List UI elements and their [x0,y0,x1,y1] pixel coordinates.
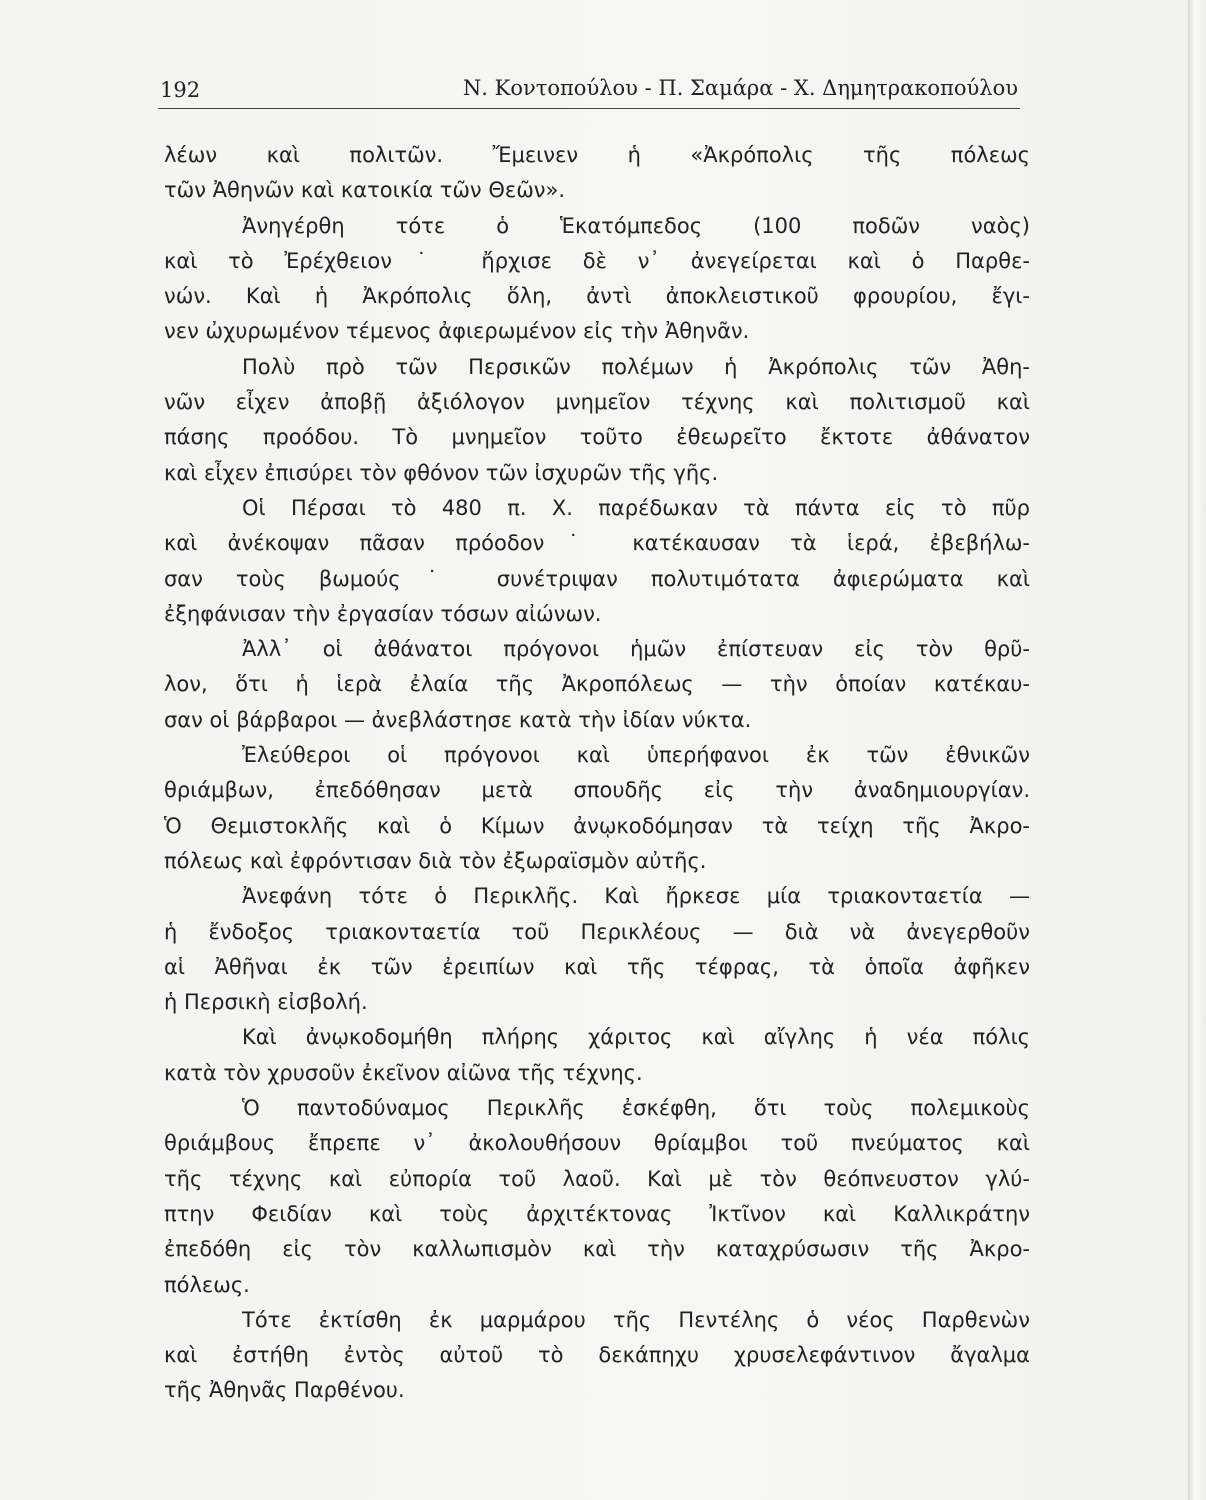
text-line: Ἐλεύθεροι οἱ πρόγονοι καὶ ὑπερήφανοι ἐκ τῶν ἐθνικῶν [242,743,1030,768]
text-line: Ὁ Θεμιστοκλῆς καὶ ὁ Κίμων ἀνῳκοδόμησαν τὰ τείχη τῆς Ἀκρο- [164,813,1030,838]
text-line: ἡ ἔνδοξος τριακονταετία τοῦ Περικλέους — διὰ νὰ ἀνεγερθοῦν [164,919,1030,944]
text-line: θριάμβους ἔπρεπε ν᾽ ἀκολουθήσουν θρίαμβοι τοῦ πνεύματος καὶ [164,1131,1030,1156]
text-line: νῶν εἶχεν ἀποβῇ ἀξιόλογον μνημεῖον τέχνης καὶ πολιτισμοῦ καὶ [164,390,1030,415]
body-text [164,138,1030,1409]
text-line: καὶ τὸ Ἐρέχθειον˙ ἤρχισε δὲ ν᾽ ἀνεγείρεται καὶ ὁ Παρθε- [164,248,1030,273]
text-line: πάσης προόδου. Τὸ μνημεῖον τοῦτο ἐθεωρεῖτο ἔκτοτε ἀθάνατον [164,425,1030,450]
page-number: 192 [160,78,201,102]
text-line: νών. Καὶ ἡ Ἀκρόπολις ὅλη, ἀντὶ ἀποκλειστικοῦ φρουρίου, ἔγι- [164,284,1030,309]
text-line: πόλεως καὶ ἐφρόντισαν διὰ τὸν ἐξωραϊσμὸν αὐτῆς. [164,848,707,873]
text-line: Οἱ Πέρσαι τὸ 480 π. Χ. παρέδωκαν τὰ πάντα εἰς τὸ πῦρ [242,495,1030,520]
text-line: λον, ὅτι ἡ ἱερὰ ἐλαία τῆς Ἀκροπόλεως — τὴν ὁποίαν κατέκαυ- [164,672,1030,697]
page-header [158,70,1020,109]
text-line: αἱ Ἀθῆναι ἐκ τῶν ἐρειπίων καὶ τῆς τέφρας, τὰ ὁποῖα ἀφῆκεν [164,954,1030,979]
text-line: τῶν Ἀθηνῶν καὶ κατοικία τῶν Θεῶν». [164,178,566,203]
text-line: ἐπεδόθη εἰς τὸν καλλωπισμὸν καὶ τὴν καταχρύσωσιν τῆς Ἀκρο- [164,1237,1030,1262]
text-line: Πολὺ πρὸ τῶν Περσικῶν πολέμων ἡ Ἀκρόπολις τῶν Ἀθη- [242,354,1030,379]
text-line: σαν οἱ βάρβαροι — ἀνεβλάστησε κατὰ τὴν ἰδίαν νύκτα. [164,707,752,732]
text-line: κατὰ τὸν χρυσοῦν ἐκεῖνον αἰῶνα τῆς τέχνης. [164,1060,643,1085]
text-line: καὶ ἀνέκοψαν πᾶσαν πρόοδον˙ κατέκαυσαν τὰ ἱερά, ἐβεβήλω- [164,531,1030,556]
text-line: καὶ ἐστήθη ἐντὸς αὐτοῦ τὸ δεκάπηχυ χρυσελεφάντινον ἄγαλμα [164,1343,1030,1368]
text-line: Ὁ παντοδύναμος Περικλῆς ἐσκέφθη, ὅτι τοὺς πολεμικοὺς [242,1096,1030,1121]
text-line: τῆς τέχνης καὶ εὐπορία τοῦ λαοῦ. Καὶ μὲ τὸν θεόπνευστον γλύ- [164,1166,1030,1191]
text-line: Καὶ ἀνῳκοδομήθη πλήρης χάριτος καὶ αἴγλης ἡ νέα πόλις [242,1025,1030,1050]
text-line: Ἀλλ᾽ οἱ ἀθάνατοι πρόγονοι ἡμῶν ἐπίστευαν εἰς τὸν θρῦ- [242,637,1030,662]
text-line: Ἀνεφάνη τότε ὁ Περικλῆς. Καὶ ἤρκεσε μία τριακονταετία — [242,884,1030,909]
text-line: πόλεως. [164,1272,250,1297]
running-head: Ν. Κοντοπούλου - Π. Σαμάρα - Χ. Δημητρακοπούλου [462,76,1018,100]
text-line: τῆς Ἀθηνᾶς Παρθένου. [164,1378,405,1403]
text-line: λέων καὶ πολιτῶν. Ἔμεινεν ἡ «Ἀκρόπολις τῆς πόλεως [164,143,1030,167]
text-line: Τότε ἐκτίσθη ἐκ μαρμάρου τῆς Πεντέλης ὁ νέος Παρθενὼν [242,1307,1030,1332]
text-line: πτην Φειδίαν καὶ τοὺς ἀρχιτέκτονας Ἰκτῖνον καὶ Καλλικράτην [164,1201,1030,1226]
text-line: θριάμβων, ἐπεδόθησαν μετὰ σπουδῆς εἰς τὴν ἀναδημιουργίαν. [164,778,1030,803]
text-line: νεν ὠχυρωμένον τέμενος ἀφιερωμένον εἰς τὴν Ἀθηνᾶν. [164,319,750,344]
text-line: Ἀνηγέρθη τότε ὁ Ἑκατόμπεδος (100 ποδῶν ναὸς) [242,213,1030,238]
page-edge [1188,0,1206,1500]
text-line: σαν τοὺς βωμούς˙ συνέτριψαν πολυτιμότατα ἀφιερώματα καὶ [164,566,1030,591]
text-line: ἐξηφάνισαν τὴν ἐργασίαν τόσων αἰώνων. [164,601,602,626]
text-line: καὶ εἶχεν ἐπισύρει τὸν φθόνον τῶν ἰσχυρῶν τῆς γῆς. [164,460,719,485]
text-line: ἡ Περσικὴ εἰσβολή. [164,990,368,1015]
